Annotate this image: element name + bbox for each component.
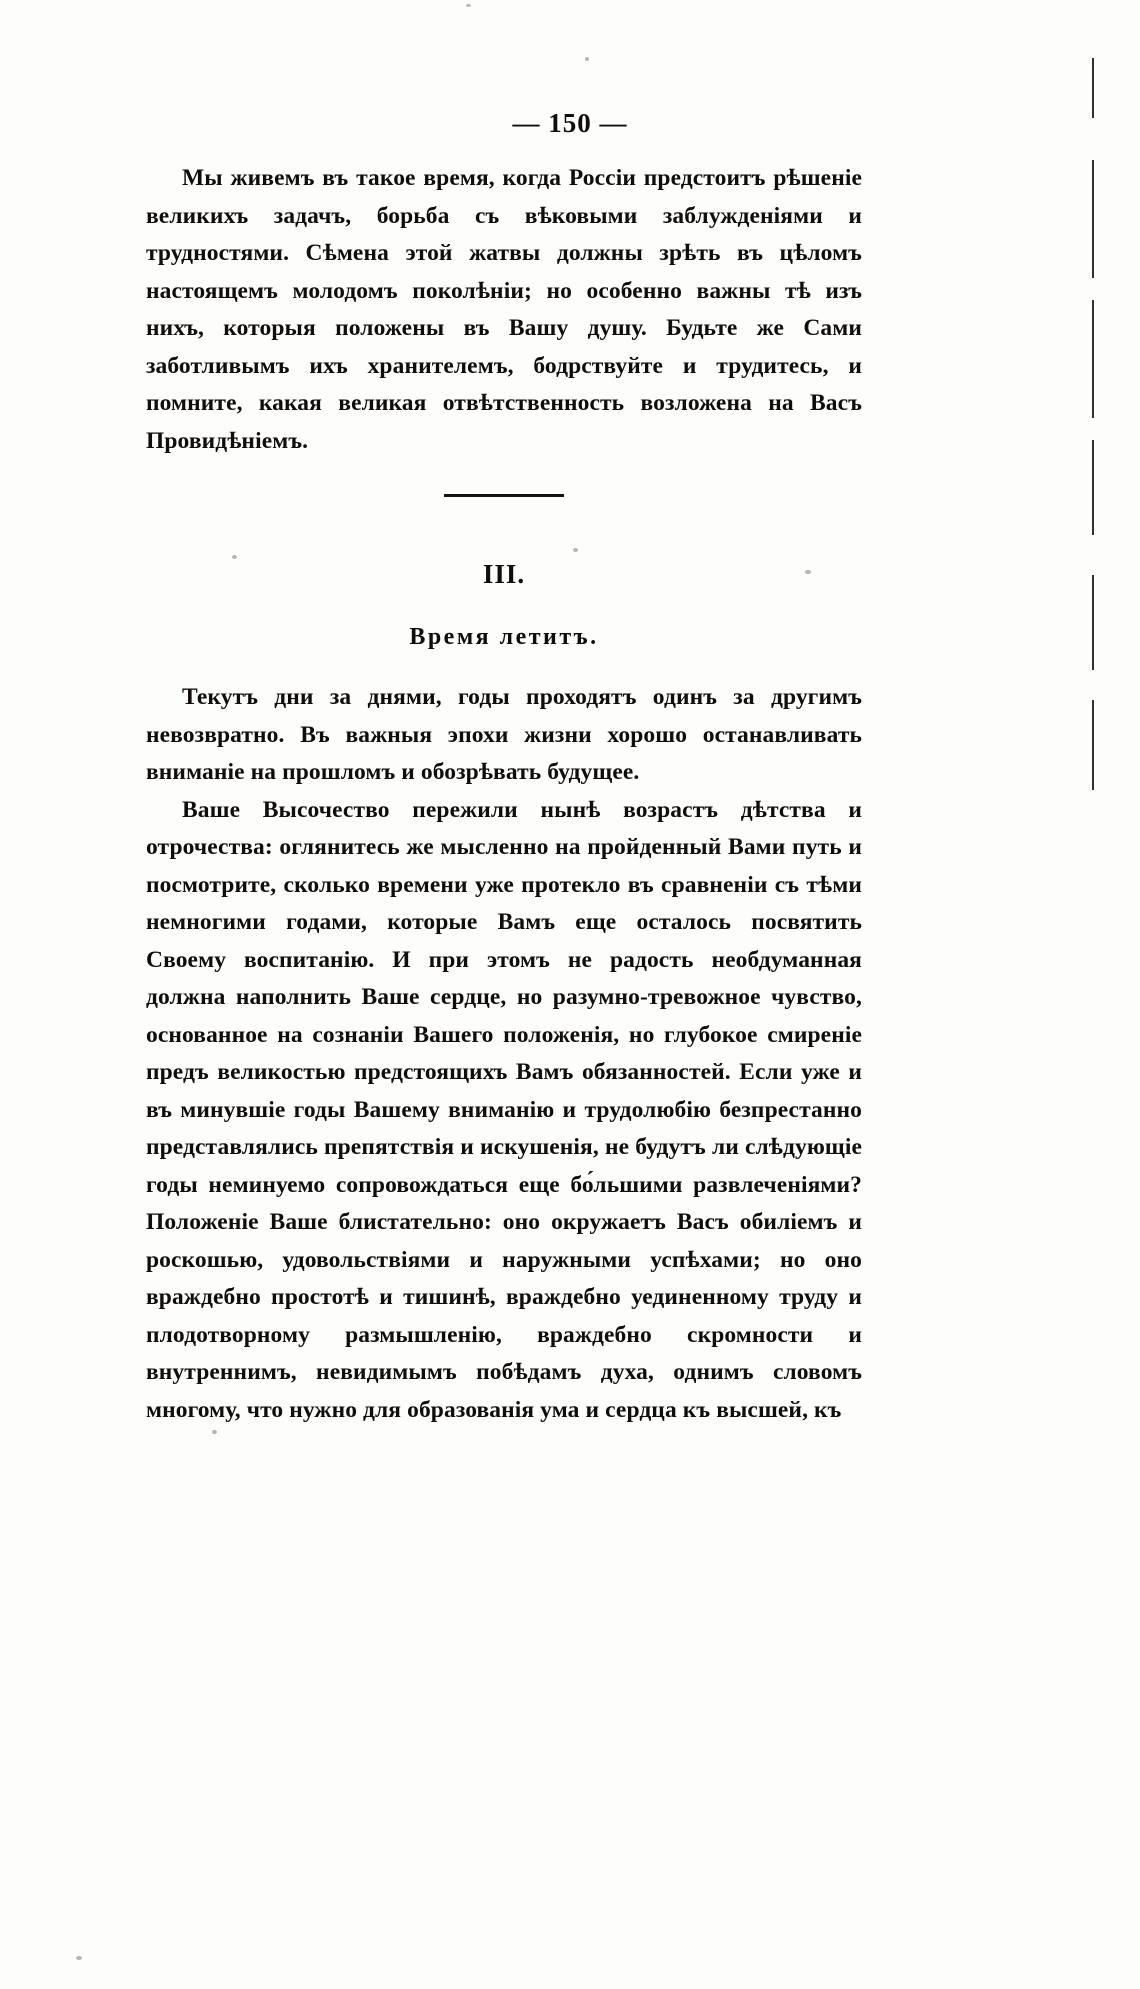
paragraph: Ваше Высочество пережили нынѣ возрастъ дѣтства и отрочества: оглянитесь же мысленно на пройденный Вами путь и посмотрите, сколько времени уже протекло въ сравненіи съ тѣми немногими годами, которые Вамъ еще осталось посвятить Своему воспитанію. И при этомъ не радость необдуманная должна наполнить Ваше сердце, но разумно-тревожное чувство, основанное на сознаніи Вашего положенія, но глубокое смиреніе предъ великостью предстоящихъ Вамъ обязанностей. Если уже и въ минувшіе годы Вашему вниманію и трудолюбію безпрестанно представлялись препятствія и искушенія, не будутъ ли слѣдующіе годы неминуемо сопровождаться еще бо́льшими развлеченіями? Положеніе Ваше блистательно: оно окружаетъ Васъ обиліемъ и роскошью, удовольствіями и наружными успѣхами; но оно враждебно простотѣ и тишинѣ, враждебно уединенному труду и плодотворному размышленію, враждебно скромности и внутреннимъ, невидимымъ побѣдамъ духа, однимъ словомъ многому, что нужно для образованія ума и сердца къ высшей, къ: [146, 796, 862, 1423]
margin-rule-mark: [1092, 300, 1094, 418]
margin-rule-mark: [1092, 700, 1094, 790]
paragraph: Мы живемъ въ такое время, когда Россіи предстоитъ рѣшеніе великихъ задачъ, борьба съ вѣковыми заблужденіями и трудностями. Сѣмена этой жатвы должны зрѣть въ цѣломъ настоящемъ молодомъ поколѣніи; но особенно важны тѣ изъ нихъ, которыя положены въ Вашу душу. Будьте же Сами заботливымъ ихъ хранителемъ, бодрствуйте и трудитесь, и помните, какая великая отвѣтственность возложена на Васъ Провидѣніемъ.: [146, 165, 862, 454]
scan-speck: [466, 4, 471, 7]
section-number: III.: [482, 559, 526, 589]
scan-speck: [585, 57, 589, 61]
margin-rule-mark: [1092, 440, 1094, 535]
paragraph: Текутъ дни за днями, годы проходятъ одинъ за другимъ невозвратно. Въ важныя эпохи жизни хорошо останавливать вниманіе на прошломъ и обозрѣвать будущее.: [146, 684, 862, 785]
margin-rule-mark: [1092, 575, 1094, 670]
section-divider: [444, 494, 564, 497]
spacer: [146, 651, 862, 679]
page-content: [146, 160, 862, 1429]
margin-rule-mark: [1092, 160, 1094, 278]
scan-speck: [212, 1430, 217, 1434]
page-number: — 150 —: [512, 108, 628, 138]
section-title: Время летитъ.: [409, 624, 599, 650]
scan-speck: [76, 1956, 82, 1960]
